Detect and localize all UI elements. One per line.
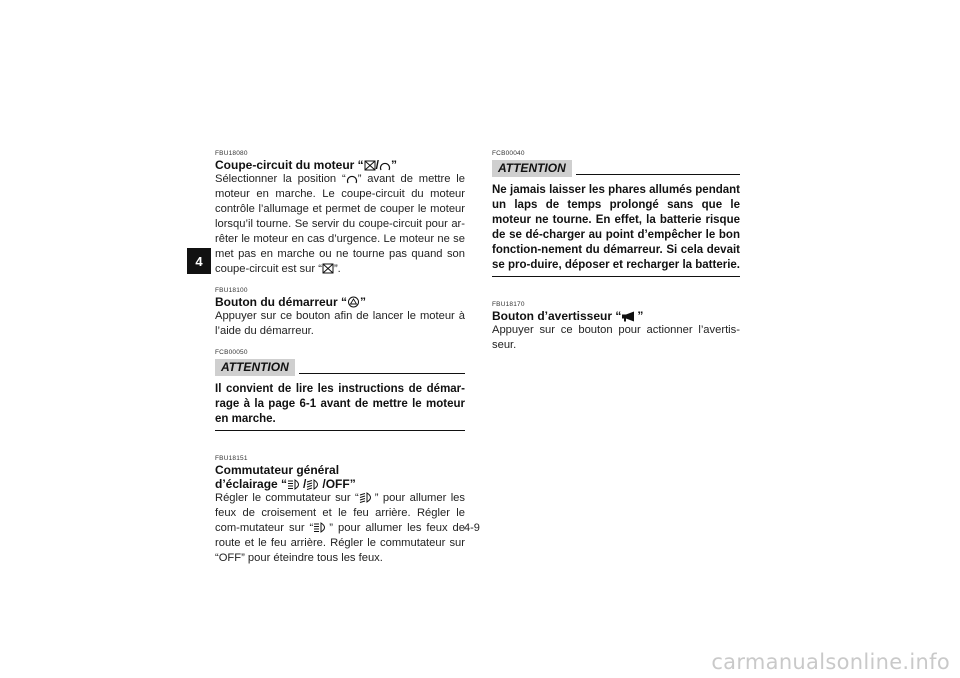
section-code: FBU18080 [215, 150, 248, 157]
starter-icon [347, 296, 360, 308]
engine-run-icon [379, 160, 391, 171]
page-number: 4-9 [464, 522, 480, 534]
horn-icon [621, 311, 637, 322]
low-beam-icon [359, 492, 375, 503]
right-column [492, 150, 740, 353]
watermark: carmanualsonline.info [711, 650, 950, 674]
high-beam-icon [313, 522, 329, 533]
section-body-lights: Régler le commutateur sur “ ” pour allumer les feux de croisement et le feu arrière. Régler le com-mutateur sur “ ” pour allumer les feux de route et le feu arrière. Régler le commutateur sur “OFF” pour éteindre tous les feux. [215, 492, 466, 564]
section-title-starter: Bouton du démarreur “ ” [215, 295, 367, 309]
section-title-horn: Bouton d’avertisseur “ ” [492, 309, 644, 323]
engine-stop-off-icon [322, 263, 334, 274]
attention-code: FCB00040 [492, 150, 525, 157]
engine-run-icon [346, 173, 358, 184]
section-body-starter: Appuyer sur ce bouton afin de lancer le moteur à l’aide du démarreur. [215, 310, 465, 337]
section-code: FBU18170 [492, 301, 525, 308]
attention-label: ATTENTION [215, 359, 295, 376]
attention-label: ATTENTION [492, 160, 572, 177]
attention-box [215, 359, 465, 431]
attention-code: FCB00050 [215, 349, 248, 356]
engine-stop-off-icon [364, 160, 376, 171]
left-column [215, 150, 465, 566]
section-title-lights: Commutateur général d’éclairage “ / /OFF” [215, 463, 356, 491]
section-code: FBU18151 [215, 455, 248, 462]
section-body-engine-stop: Sélectionner la position “ ” avant de mettre le moteur en marche. Le coupe-circuit du moteur contrôle l’allumage et permet de couper le moteur lorsqu’il tourne. Se servir du coupe-circuit pour ar-rêter le moteur en cas d’urgence. Le moteur ne se met pas en marche ou ne tourne pas quand son coupe-circuit est sur “ ”. [215, 173, 465, 275]
high-beam-icon [287, 479, 303, 490]
chapter-number: 4 [195, 253, 203, 269]
attention-text: Il convient de lire les instructions de démar-rage à la page 6-1 avant de mettre le moteur en marche. [215, 382, 465, 431]
section-code: FBU18100 [215, 287, 248, 294]
chapter-tab [187, 248, 211, 274]
attention-box [492, 160, 740, 277]
low-beam-icon [306, 479, 322, 490]
attention-text: Ne jamais laisser les phares allumés pendant un laps de temps prolongé sans que le moteur ne tourne. En effet, la batterie risque de se dé-charger au point d’empêcher le bon fonction-nement du démarreur. Si cela devait se pro-duire, déposer et recharger la batterie. [492, 183, 740, 277]
section-body-horn: Appuyer sur ce bouton pour actionner l’avertis-seur. [492, 324, 740, 351]
section-title-engine-stop: Coupe-circuit du moteur “ / ” [215, 158, 398, 172]
